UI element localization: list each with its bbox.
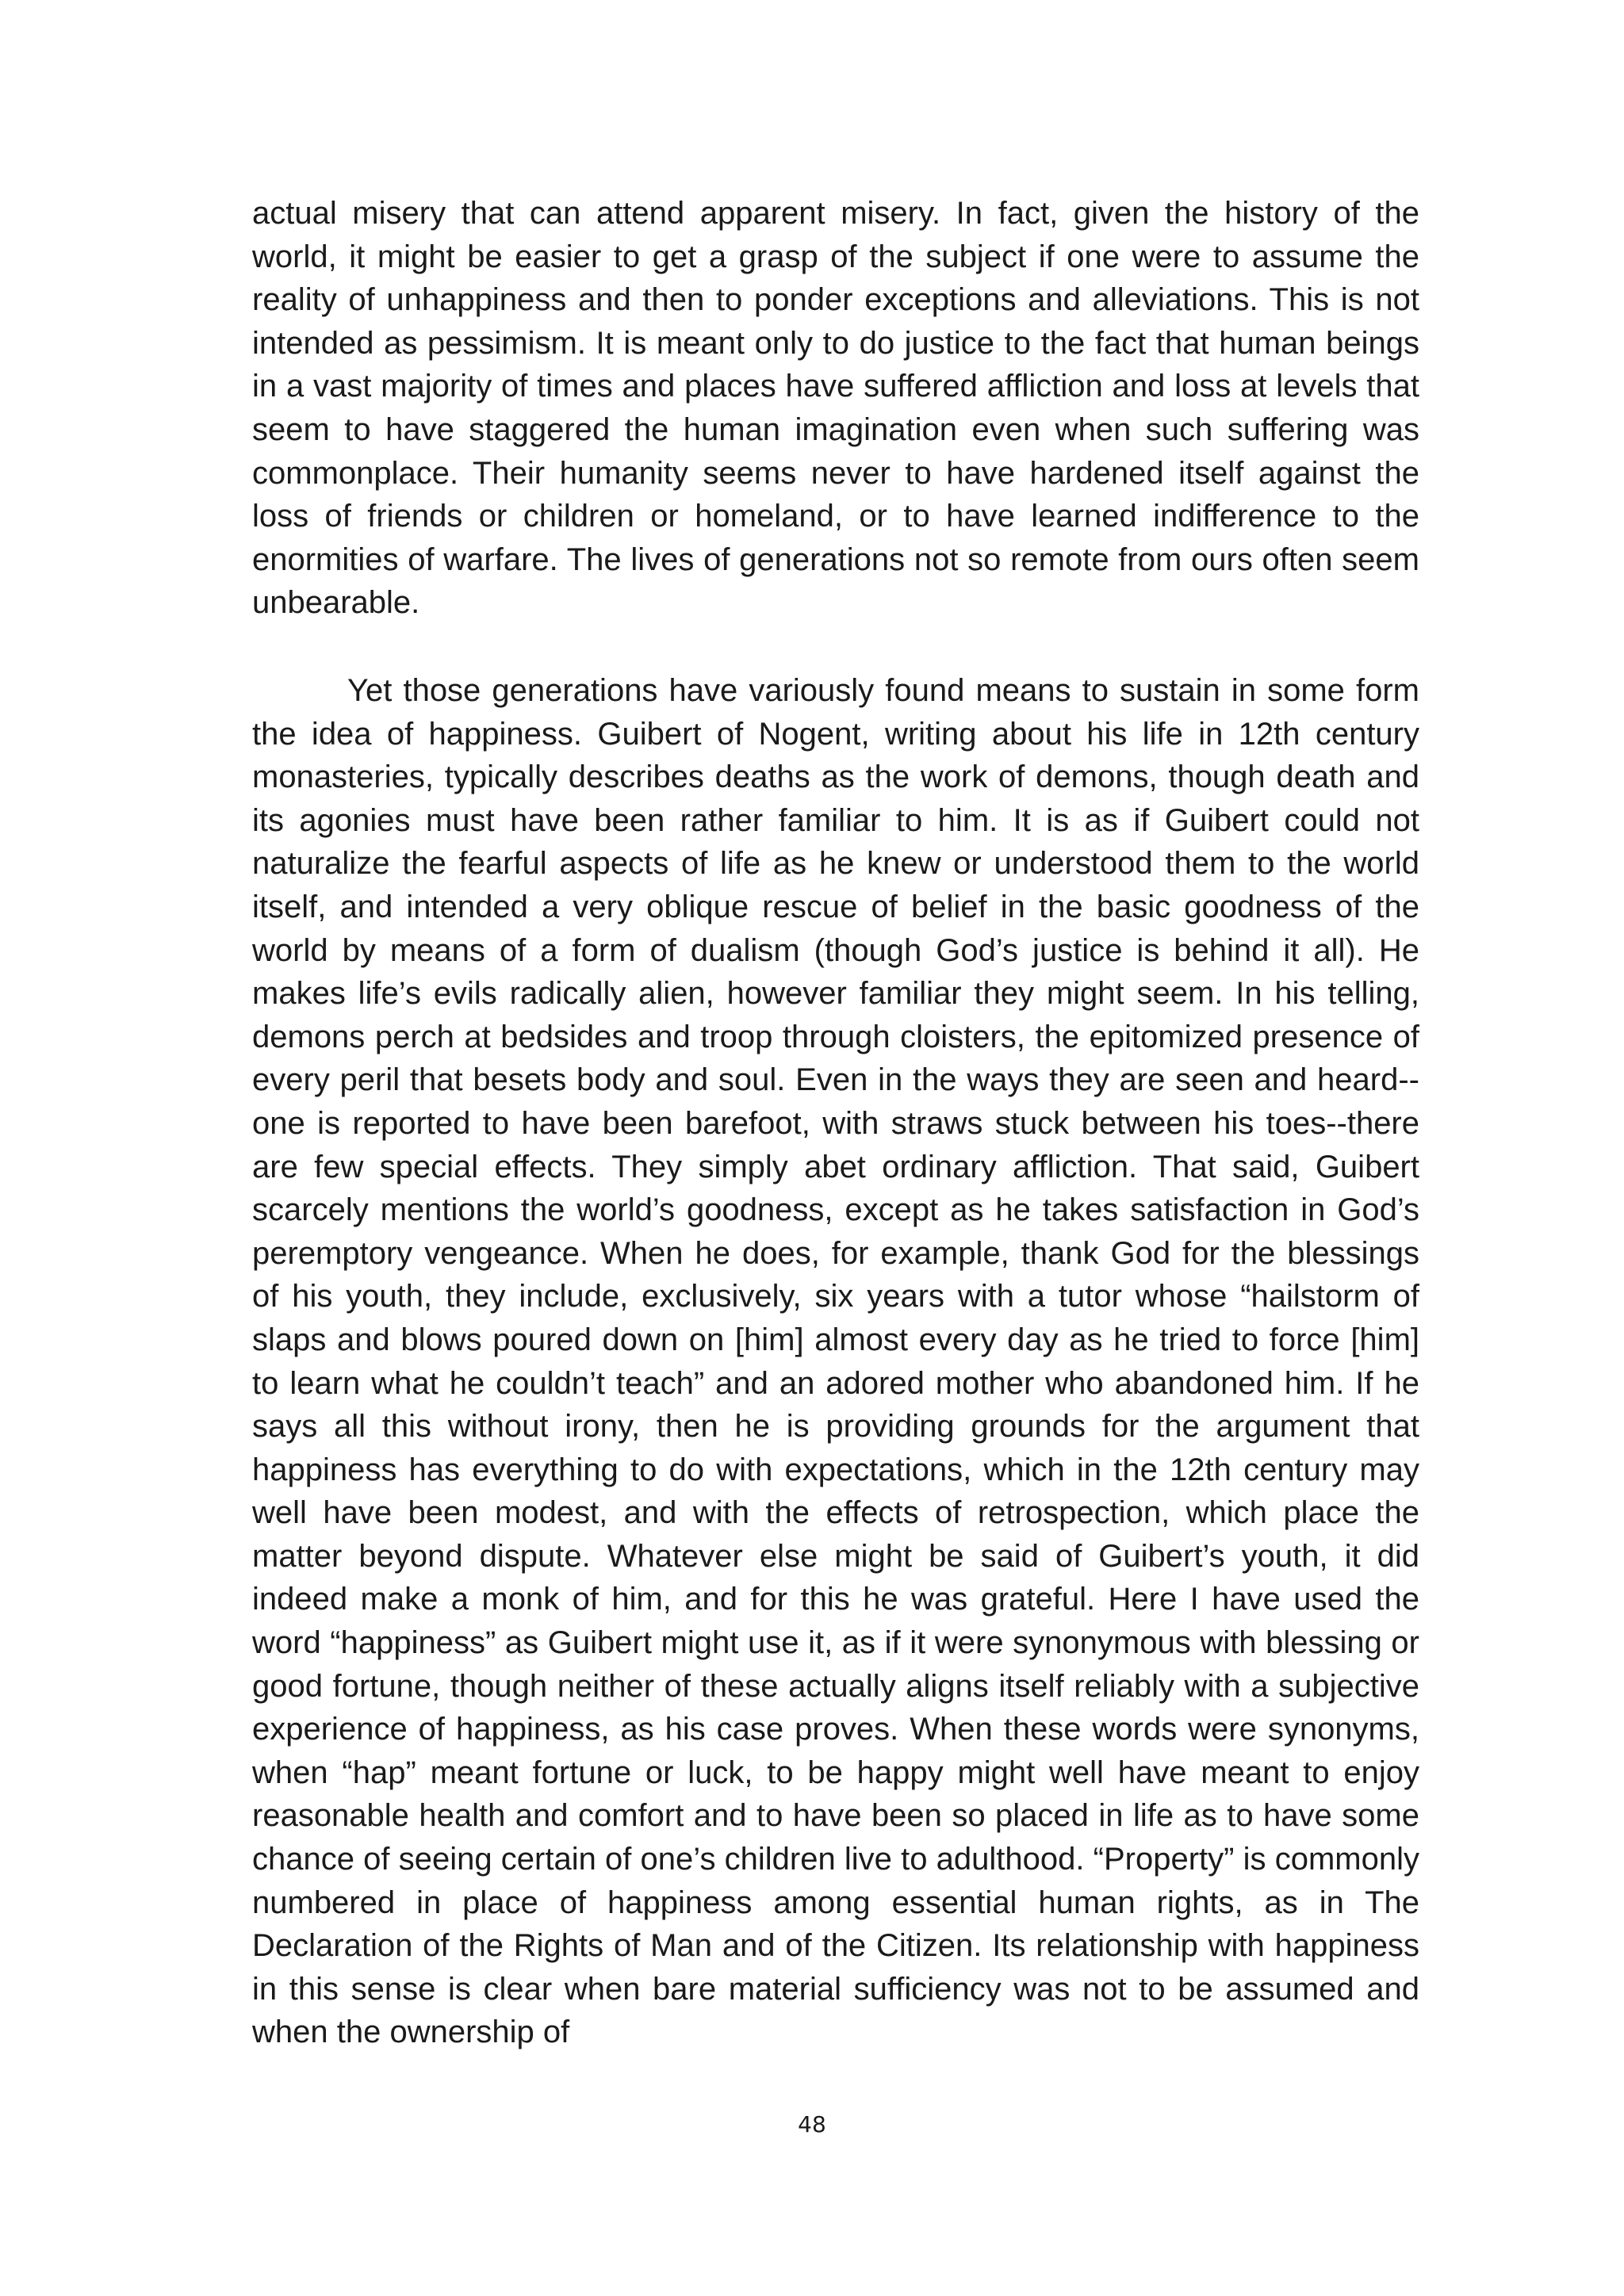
body-paragraph: Yet those generations have variously found means to sustain in some form the idea of happiness. Guibert of Nogent, writing about his life in 12th century monasteries, typically describes deaths as the work of demons, though death and its agonies must have been rather familiar to him. It is as if Guibert could not naturalize the fearful aspects of life as he knew or understood them to the world itself, and intended a very oblique rescue of belief in the basic goodness of the world by means of a form of dualism (though God’s justice is behind it all). He makes life’s evils radically alien, however familiar they might seem. In his telling, demons perch at bedsides and troop through cloisters, the epitomized presence of every peril that besets body and soul. Even in the ways they are seen and heard--one is reported to have been barefoot, with straws stuck between his toes--there are few special effects. They simply abet ordinary affliction. That said, Guibert scarcely mentions the world’s goodness, except as he takes satisfaction in God’s peremptory vengeance. When he does, for example, thank God for the blessings of his youth, they include, exclusively, six years with a tutor whose “hailstorm of slaps and blows poured down on [him] almost every day as he tried to force [him] to learn what he couldn’t teach” and an adored mother who abandoned him. If he says all this without irony, then he is providing grounds for the argument that happiness has everything to do with expectations, which in the 12th century may well have been modest, and with the effects of retrospection, which place the matter beyond dispute. Whatever else might be said of Guibert’s youth, it did indeed make a monk of him, and for this he was grateful. Here I have used the word “happiness” as Guibert might use it, as if it were synonymous with blessing or good fortune, though neither of these actually aligns itself reliably with a subjective experience of happiness, as his case proves. When these words were synonyms, when “hap” meant fortune or luck, to be happy might well have meant to enjoy reasonable health and comfort and to have been so placed in life as to have some chance of seeing certain of one’s children live to adulthood. “Property” is commonly numbered in place of happiness among essential human rights, as in The Declaration of the Rights of Man and of the Citizen. Its relationship with happiness in this sense is clear when bare material sufficiency was not to be assumed and when the ownership of — [252, 673, 1419, 2050]
body-paragraph: actual misery that can attend apparent misery. In fact, given the history of the world, it might be easier to get a grasp of the subject if one were to assume the reality of unhappiness and then to ponder exceptions and alleviations. This is not intended as pessimism. It is meant only to do justice to the fact that human beings in a vast majority of times and places have suffered affliction and loss at levels that seem to have staggered the human imagination even when such suffering was commonplace. Their humanity seems never to have hardened itself against the loss of friends or children or homeland, or to have learned indifference to the enormities of warfare. The lives of generations not so remote from ours often seem unbearable. — [252, 196, 1419, 621]
page-number: 48 — [798, 2111, 826, 2137]
